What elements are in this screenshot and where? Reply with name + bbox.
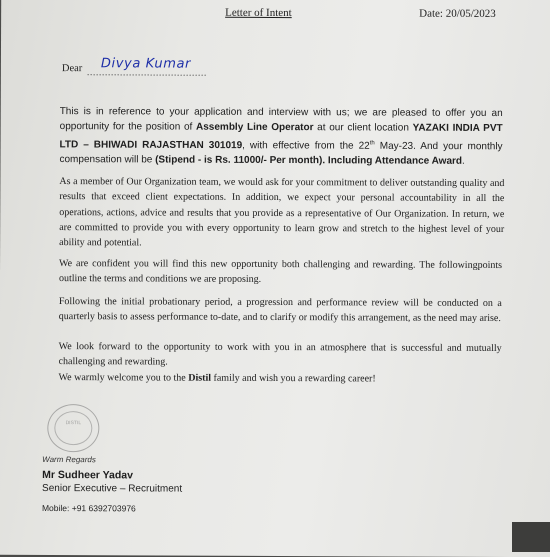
signatory-mobile: Mobile: +91 6392703976 <box>41 502 136 514</box>
signatory-name: Mr Sudheer Yadav <box>42 468 134 482</box>
letter-date: Date: 20/05/2023 <box>419 7 496 20</box>
handwritten-recipient-name: Divya Kumar <box>100 56 192 72</box>
company-name: Distil <box>188 372 212 384</box>
letter-title: Letter of Intent <box>225 6 292 20</box>
paragraph-look-forward: We look forward to the opportunity to work with you in an atmosphere that is successful and mutually challenging and rewarding. <box>58 341 502 368</box>
background-corner <box>512 522 550 552</box>
client-location: YAZAKI INDIA PVT LTD – BHIWADI RAJASTHAN 301019 <box>59 122 503 151</box>
company-seal-stamp: DISTIL <box>47 404 99 452</box>
warm-regards: Warm Regards <box>42 454 96 465</box>
paragraph-probation: Following the initial probationary period, a progression and performance review will be conducted on a quarterly basis to assess performance to-date, and to clarify or modify this arrangement, as the need may arise. <box>58 296 502 325</box>
signatory-role: Senior Executive – Recruitment <box>42 482 183 495</box>
paragraph-commitment: As a member of Our Organization team, we would ask for your commitment to deliver outstanding quality and results that exceed client expectations. In addition, we expect your personal accountability in all the operations, actions, advice and results that you provide as a representative of Our Organization. In return, we are committed to provide you with every opportunity to learn grow and stretch to the highest level of your ability and potential. <box>59 176 505 249</box>
paragraph-welcome: We warmly welcome you to the Distil family and wish you a rewarding career! <box>58 372 376 385</box>
compensation: (Stipend - is Rs. 11000/- Per month). Including Attendance Award <box>155 154 463 168</box>
position-title: Assembly Line Operator <box>196 121 314 134</box>
paragraph-offer: This is in reference to your application and interview with us; we are pleased to offer you an opportunity for the position of Assembly Line Operator at our client location YAZAKI INDIA PVT LTD – BHIWADI RAJASTHAN 301019, with effective from the 22th May-23. And your monthly compensation will be (Stipend - is Rs. 11000/- Per month). Including Attendance Award. <box>59 106 503 168</box>
salutation-dots: ........................................ <box>86 67 207 79</box>
salutation-dear: Dear <box>61 63 83 75</box>
paragraph-confidence: We are confident you will find this new opportunity both challenging and rewarding. The followingpoints outline the terms and conditions we are proposing. <box>58 258 503 286</box>
